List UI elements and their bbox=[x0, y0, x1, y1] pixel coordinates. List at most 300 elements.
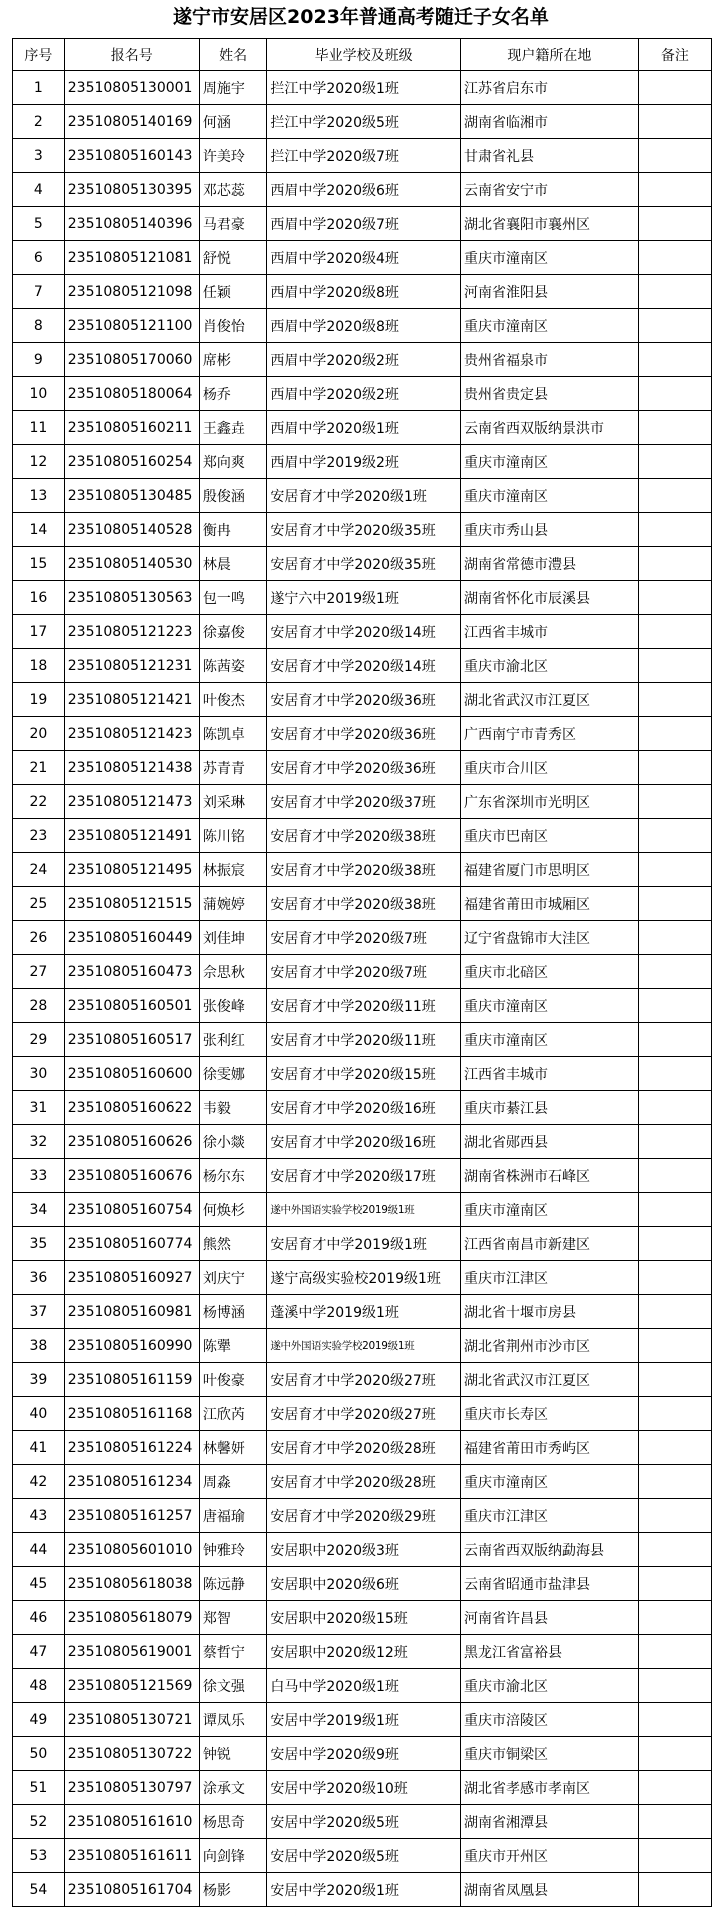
cell-registration-number: 23510805160211 bbox=[64, 411, 199, 445]
cell-registration-number: 23510805160927 bbox=[64, 1261, 199, 1295]
cell-name: 包一鸣 bbox=[199, 581, 267, 615]
cell-registration-number: 23510805619001 bbox=[64, 1635, 199, 1669]
cell-registration-number: 23510805130485 bbox=[64, 479, 199, 513]
cell-name: 陈川铭 bbox=[199, 819, 267, 853]
cell-name: 谭凤乐 bbox=[199, 1703, 267, 1737]
cell-name: 杨乔 bbox=[199, 377, 267, 411]
cell-household-location: 福建省莆田市秀屿区 bbox=[460, 1431, 638, 1465]
cell-index: 28 bbox=[13, 989, 65, 1023]
cell-index: 21 bbox=[13, 751, 65, 785]
cell-name: 叶俊杰 bbox=[199, 683, 267, 717]
cell-remarks bbox=[638, 615, 711, 649]
cell-name: 蔡哲宁 bbox=[199, 1635, 267, 1669]
cell-name: 何焕杉 bbox=[199, 1193, 267, 1227]
cell-name: 向剑锋 bbox=[199, 1839, 267, 1873]
cell-index: 15 bbox=[13, 547, 65, 581]
cell-name: 林馨妍 bbox=[199, 1431, 267, 1465]
cell-index: 18 bbox=[13, 649, 65, 683]
cell-remarks bbox=[638, 343, 711, 377]
cell-remarks bbox=[638, 1737, 711, 1771]
cell-household-location: 重庆市綦江县 bbox=[460, 1091, 638, 1125]
cell-remarks bbox=[638, 241, 711, 275]
cell-index: 7 bbox=[13, 275, 65, 309]
cell-registration-number: 23510805160754 bbox=[64, 1193, 199, 1227]
table-row bbox=[13, 1465, 712, 1499]
cell-school-class: 安居育才中学2020级28班 bbox=[267, 1431, 461, 1465]
cell-index: 26 bbox=[13, 921, 65, 955]
cell-registration-number: 23510805121515 bbox=[64, 887, 199, 921]
cell-index: 51 bbox=[13, 1771, 65, 1805]
cell-household-location: 重庆市长寿区 bbox=[460, 1397, 638, 1431]
cell-household-location: 云南省西双版纳景洪市 bbox=[460, 411, 638, 445]
cell-remarks bbox=[638, 513, 711, 547]
cell-index: 5 bbox=[13, 207, 65, 241]
cell-name: 陈凯卓 bbox=[199, 717, 267, 751]
cell-household-location: 重庆市开州区 bbox=[460, 1839, 638, 1873]
cell-name: 刘佳坤 bbox=[199, 921, 267, 955]
table-row bbox=[13, 1567, 712, 1601]
cell-index: 16 bbox=[13, 581, 65, 615]
cell-household-location: 贵州省福泉市 bbox=[460, 343, 638, 377]
cell-index: 49 bbox=[13, 1703, 65, 1737]
cell-index: 11 bbox=[13, 411, 65, 445]
cell-school-class: 白马中学2020级1班 bbox=[267, 1669, 461, 1703]
header-remarks: 备注 bbox=[638, 39, 711, 71]
cell-registration-number: 23510805130563 bbox=[64, 581, 199, 615]
cell-name: 蒲婉婷 bbox=[199, 887, 267, 921]
cell-registration-number: 23510805140396 bbox=[64, 207, 199, 241]
cell-registration-number: 23510805160517 bbox=[64, 1023, 199, 1057]
table-row bbox=[13, 785, 712, 819]
cell-registration-number: 23510805618038 bbox=[64, 1567, 199, 1601]
cell-household-location: 黑龙江省富裕县 bbox=[460, 1635, 638, 1669]
cell-school-class: 安居中学2020级5班 bbox=[267, 1839, 461, 1873]
cell-school-class: 拦江中学2020级5班 bbox=[267, 105, 461, 139]
cell-school-class: 西眉中学2020级6班 bbox=[267, 173, 461, 207]
cell-registration-number: 23510805161610 bbox=[64, 1805, 199, 1839]
cell-household-location: 重庆市渝北区 bbox=[460, 1669, 638, 1703]
cell-name: 刘庆宁 bbox=[199, 1261, 267, 1295]
cell-household-location: 广西南宁市青秀区 bbox=[460, 717, 638, 751]
cell-school-class: 遂宁高级实验校2019级1班 bbox=[267, 1261, 461, 1295]
cell-school-class: 安居育才中学2020级36班 bbox=[267, 717, 461, 751]
cell-household-location: 湖南省常德市澧县 bbox=[460, 547, 638, 581]
table-row bbox=[13, 105, 712, 139]
cell-index: 37 bbox=[13, 1295, 65, 1329]
cell-school-class: 安居育才中学2020级37班 bbox=[267, 785, 461, 819]
table-row bbox=[13, 1533, 712, 1567]
cell-name: 钟雅玲 bbox=[199, 1533, 267, 1567]
table-row bbox=[13, 1193, 712, 1227]
cell-name: 周淼 bbox=[199, 1465, 267, 1499]
cell-household-location: 重庆市江津区 bbox=[460, 1261, 638, 1295]
cell-registration-number: 23510805160501 bbox=[64, 989, 199, 1023]
cell-registration-number: 23510805161159 bbox=[64, 1363, 199, 1397]
cell-remarks bbox=[638, 1601, 711, 1635]
table-row bbox=[13, 955, 712, 989]
cell-household-location: 湖南省株洲市石峰区 bbox=[460, 1159, 638, 1193]
cell-registration-number: 23510805121081 bbox=[64, 241, 199, 275]
table-row bbox=[13, 819, 712, 853]
cell-school-class: 遂中外国语实验学校2019级1班 bbox=[267, 1193, 461, 1227]
cell-name: 熊然 bbox=[199, 1227, 267, 1261]
cell-registration-number: 23510805140528 bbox=[64, 513, 199, 547]
cell-registration-number: 23510805121421 bbox=[64, 683, 199, 717]
document-title: 遂宁市安居区2023年普通高考随迁子女名单 bbox=[173, 6, 549, 28]
cell-name: 苏青青 bbox=[199, 751, 267, 785]
table-row bbox=[13, 649, 712, 683]
cell-household-location: 甘肃省礼县 bbox=[460, 139, 638, 173]
cell-name: 何涵 bbox=[199, 105, 267, 139]
cell-household-location: 重庆市巴南区 bbox=[460, 819, 638, 853]
cell-household-location: 湖北省荆州市沙市区 bbox=[460, 1329, 638, 1363]
cell-name: 陈茜姿 bbox=[199, 649, 267, 683]
table-row bbox=[13, 173, 712, 207]
cell-remarks bbox=[638, 547, 711, 581]
cell-school-class: 安居中学2020级1班 bbox=[267, 1873, 461, 1907]
cell-remarks bbox=[638, 921, 711, 955]
cell-school-class: 安居育才中学2020级17班 bbox=[267, 1159, 461, 1193]
table-row bbox=[13, 683, 712, 717]
cell-school-class: 遂中外国语实验学校2019级1班 bbox=[267, 1329, 461, 1363]
cell-school-class: 安居育才中学2020级11班 bbox=[267, 989, 461, 1023]
cell-remarks bbox=[638, 751, 711, 785]
cell-school-class: 安居育才中学2019级1班 bbox=[267, 1227, 461, 1261]
table-row bbox=[13, 1227, 712, 1261]
cell-name: 杨思奇 bbox=[199, 1805, 267, 1839]
cell-remarks bbox=[638, 1057, 711, 1091]
cell-registration-number: 23510805121223 bbox=[64, 615, 199, 649]
table-row bbox=[13, 1771, 712, 1805]
cell-remarks bbox=[638, 105, 711, 139]
table-row bbox=[13, 1091, 712, 1125]
cell-index: 39 bbox=[13, 1363, 65, 1397]
table-row bbox=[13, 343, 712, 377]
cell-school-class: 安居中学2020级10班 bbox=[267, 1771, 461, 1805]
cell-registration-number: 23510805161704 bbox=[64, 1873, 199, 1907]
cell-household-location: 湖南省怀化市辰溪县 bbox=[460, 581, 638, 615]
header-name: 姓名 bbox=[199, 39, 267, 71]
cell-school-class: 西眉中学2020级2班 bbox=[267, 343, 461, 377]
cell-remarks bbox=[638, 275, 711, 309]
cell-household-location: 重庆市秀山县 bbox=[460, 513, 638, 547]
cell-registration-number: 23510805121098 bbox=[64, 275, 199, 309]
cell-name: 任颖 bbox=[199, 275, 267, 309]
header-index: 序号 bbox=[13, 39, 65, 71]
cell-index: 1 bbox=[13, 71, 65, 105]
cell-school-class: 安居育才中学2020级15班 bbox=[267, 1057, 461, 1091]
cell-household-location: 云南省昭通市盐津县 bbox=[460, 1567, 638, 1601]
table-row bbox=[13, 1703, 712, 1737]
student-list-table bbox=[12, 38, 712, 1907]
cell-index: 12 bbox=[13, 445, 65, 479]
cell-name: 舒悦 bbox=[199, 241, 267, 275]
cell-name: 徐嘉俊 bbox=[199, 615, 267, 649]
cell-registration-number: 23510805130722 bbox=[64, 1737, 199, 1771]
cell-household-location: 重庆市潼南区 bbox=[460, 309, 638, 343]
cell-remarks bbox=[638, 71, 711, 105]
cell-registration-number: 23510805140530 bbox=[64, 547, 199, 581]
table-row bbox=[13, 989, 712, 1023]
cell-index: 35 bbox=[13, 1227, 65, 1261]
table-row bbox=[13, 1363, 712, 1397]
cell-remarks bbox=[638, 785, 711, 819]
cell-household-location: 湖北省郧西县 bbox=[460, 1125, 638, 1159]
table-row bbox=[13, 1125, 712, 1159]
cell-registration-number: 23510805618079 bbox=[64, 1601, 199, 1635]
header-school-class: 毕业学校及班级 bbox=[267, 39, 461, 71]
cell-registration-number: 23510805170060 bbox=[64, 343, 199, 377]
cell-name: 唐福瑜 bbox=[199, 1499, 267, 1533]
cell-name: 韦毅 bbox=[199, 1091, 267, 1125]
cell-index: 47 bbox=[13, 1635, 65, 1669]
cell-registration-number: 23510805160143 bbox=[64, 139, 199, 173]
table-row bbox=[13, 479, 712, 513]
cell-school-class: 安居职中2020级15班 bbox=[267, 1601, 461, 1635]
cell-school-class: 安居育才中学2020级1班 bbox=[267, 479, 461, 513]
cell-remarks bbox=[638, 1635, 711, 1669]
table-row bbox=[13, 241, 712, 275]
cell-household-location: 重庆市涪陵区 bbox=[460, 1703, 638, 1737]
cell-name: 席彬 bbox=[199, 343, 267, 377]
cell-remarks bbox=[638, 173, 711, 207]
cell-school-class: 西眉中学2020级7班 bbox=[267, 207, 461, 241]
cell-household-location: 广东省深圳市光明区 bbox=[460, 785, 638, 819]
cell-remarks bbox=[638, 1465, 711, 1499]
cell-remarks bbox=[638, 1499, 711, 1533]
cell-household-location: 江西省南昌市新建区 bbox=[460, 1227, 638, 1261]
cell-household-location: 重庆市合川区 bbox=[460, 751, 638, 785]
cell-name: 陈犟 bbox=[199, 1329, 267, 1363]
cell-household-location: 湖北省武汉市江夏区 bbox=[460, 1363, 638, 1397]
cell-remarks bbox=[638, 479, 711, 513]
cell-school-class: 安居育才中学2020级38班 bbox=[267, 853, 461, 887]
table-row bbox=[13, 1057, 712, 1091]
cell-index: 3 bbox=[13, 139, 65, 173]
table-row bbox=[13, 717, 712, 751]
table-row bbox=[13, 615, 712, 649]
cell-index: 46 bbox=[13, 1601, 65, 1635]
cell-registration-number: 23510805121569 bbox=[64, 1669, 199, 1703]
table-row bbox=[13, 1431, 712, 1465]
cell-registration-number: 23510805161257 bbox=[64, 1499, 199, 1533]
cell-name: 钟锐 bbox=[199, 1737, 267, 1771]
cell-remarks bbox=[638, 1125, 711, 1159]
cell-index: 52 bbox=[13, 1805, 65, 1839]
cell-index: 43 bbox=[13, 1499, 65, 1533]
cell-registration-number: 23510805130395 bbox=[64, 173, 199, 207]
cell-school-class: 西眉中学2020级2班 bbox=[267, 377, 461, 411]
cell-school-class: 安居育才中学2020级35班 bbox=[267, 513, 461, 547]
table-row bbox=[13, 1839, 712, 1873]
cell-school-class: 西眉中学2020级1班 bbox=[267, 411, 461, 445]
cell-name: 徐文强 bbox=[199, 1669, 267, 1703]
cell-index: 17 bbox=[13, 615, 65, 649]
cell-remarks bbox=[638, 377, 711, 411]
cell-remarks bbox=[638, 853, 711, 887]
cell-school-class: 安居育才中学2020级36班 bbox=[267, 683, 461, 717]
cell-household-location: 重庆市潼南区 bbox=[460, 445, 638, 479]
cell-name: 江欣芮 bbox=[199, 1397, 267, 1431]
table-row bbox=[13, 275, 712, 309]
cell-index: 22 bbox=[13, 785, 65, 819]
cell-registration-number: 23510805130797 bbox=[64, 1771, 199, 1805]
cell-name: 刘采琳 bbox=[199, 785, 267, 819]
cell-school-class: 安居育才中学2020级11班 bbox=[267, 1023, 461, 1057]
cell-name: 张俊峰 bbox=[199, 989, 267, 1023]
cell-remarks bbox=[638, 1397, 711, 1431]
cell-index: 32 bbox=[13, 1125, 65, 1159]
cell-household-location: 重庆市潼南区 bbox=[460, 479, 638, 513]
cell-school-class: 安居职中2020级6班 bbox=[267, 1567, 461, 1601]
cell-household-location: 江苏省启东市 bbox=[460, 71, 638, 105]
cell-index: 42 bbox=[13, 1465, 65, 1499]
table-row bbox=[13, 1601, 712, 1635]
cell-name: 佘思秋 bbox=[199, 955, 267, 989]
cell-registration-number: 23510805161234 bbox=[64, 1465, 199, 1499]
cell-household-location: 重庆市潼南区 bbox=[460, 1465, 638, 1499]
cell-household-location: 重庆市潼南区 bbox=[460, 989, 638, 1023]
cell-registration-number: 23510805121495 bbox=[64, 853, 199, 887]
table-row bbox=[13, 71, 712, 105]
table-row bbox=[13, 1669, 712, 1703]
cell-registration-number: 23510805160676 bbox=[64, 1159, 199, 1193]
header-row bbox=[13, 39, 712, 71]
table-row bbox=[13, 513, 712, 547]
table-row bbox=[13, 377, 712, 411]
table-row bbox=[13, 1499, 712, 1533]
cell-household-location: 贵州省贵定县 bbox=[460, 377, 638, 411]
cell-index: 9 bbox=[13, 343, 65, 377]
cell-registration-number: 23510805160449 bbox=[64, 921, 199, 955]
table-row bbox=[13, 1805, 712, 1839]
cell-household-location: 福建省厦门市思明区 bbox=[460, 853, 638, 887]
cell-index: 41 bbox=[13, 1431, 65, 1465]
cell-index: 29 bbox=[13, 1023, 65, 1057]
cell-household-location: 湖北省襄阳市襄州区 bbox=[460, 207, 638, 241]
cell-school-class: 安居育才中学2020级14班 bbox=[267, 615, 461, 649]
cell-index: 50 bbox=[13, 1737, 65, 1771]
cell-name: 林晨 bbox=[199, 547, 267, 581]
cell-household-location: 河南省淮阳县 bbox=[460, 275, 638, 309]
table-row bbox=[13, 1873, 712, 1907]
cell-name: 徐小燚 bbox=[199, 1125, 267, 1159]
header-registration-number: 报名号 bbox=[64, 39, 199, 71]
cell-index: 19 bbox=[13, 683, 65, 717]
cell-household-location: 辽宁省盘锦市大洼区 bbox=[460, 921, 638, 955]
cell-school-class: 拦江中学2020级1班 bbox=[267, 71, 461, 105]
cell-registration-number: 23510805161611 bbox=[64, 1839, 199, 1873]
table-row bbox=[13, 411, 712, 445]
cell-index: 6 bbox=[13, 241, 65, 275]
cell-school-class: 安居育才中学2020级29班 bbox=[267, 1499, 461, 1533]
cell-remarks bbox=[638, 1295, 711, 1329]
cell-school-class: 遂宁六中2019级1班 bbox=[267, 581, 461, 615]
cell-name: 杨影 bbox=[199, 1873, 267, 1907]
cell-registration-number: 23510805160981 bbox=[64, 1295, 199, 1329]
cell-school-class: 西眉中学2020级8班 bbox=[267, 275, 461, 309]
cell-remarks bbox=[638, 955, 711, 989]
cell-name: 殷俊涵 bbox=[199, 479, 267, 513]
cell-index: 44 bbox=[13, 1533, 65, 1567]
cell-remarks bbox=[638, 1805, 711, 1839]
cell-registration-number: 23510805121491 bbox=[64, 819, 199, 853]
cell-registration-number: 23510805160622 bbox=[64, 1091, 199, 1125]
cell-registration-number: 23510805160774 bbox=[64, 1227, 199, 1261]
cell-index: 30 bbox=[13, 1057, 65, 1091]
cell-household-location: 福建省莆田市城厢区 bbox=[460, 887, 638, 921]
cell-registration-number: 23510805121231 bbox=[64, 649, 199, 683]
cell-household-location: 云南省安宁市 bbox=[460, 173, 638, 207]
cell-school-class: 安居育才中学2020级16班 bbox=[267, 1125, 461, 1159]
cell-name: 陈远静 bbox=[199, 1567, 267, 1601]
table-row bbox=[13, 921, 712, 955]
cell-index: 2 bbox=[13, 105, 65, 139]
cell-registration-number: 23510805121473 bbox=[64, 785, 199, 819]
cell-name: 涂承文 bbox=[199, 1771, 267, 1805]
cell-remarks bbox=[638, 819, 711, 853]
cell-school-class: 安居育才中学2020级28班 bbox=[267, 1465, 461, 1499]
cell-registration-number: 23510805161224 bbox=[64, 1431, 199, 1465]
cell-household-location: 湖北省孝感市孝南区 bbox=[460, 1771, 638, 1805]
cell-index: 13 bbox=[13, 479, 65, 513]
cell-school-class: 安居育才中学2020级16班 bbox=[267, 1091, 461, 1125]
table-row bbox=[13, 1635, 712, 1669]
table-row bbox=[13, 547, 712, 581]
cell-index: 10 bbox=[13, 377, 65, 411]
cell-remarks bbox=[638, 1193, 711, 1227]
cell-household-location: 湖北省十堰市房县 bbox=[460, 1295, 638, 1329]
cell-household-location: 重庆市潼南区 bbox=[460, 1023, 638, 1057]
cell-school-class: 安居育才中学2020级27班 bbox=[267, 1363, 461, 1397]
cell-registration-number: 23510805130001 bbox=[64, 71, 199, 105]
cell-remarks bbox=[638, 1329, 711, 1363]
cell-remarks bbox=[638, 1091, 711, 1125]
cell-remarks bbox=[638, 207, 711, 241]
cell-registration-number: 23510805161168 bbox=[64, 1397, 199, 1431]
cell-remarks bbox=[638, 411, 711, 445]
cell-remarks bbox=[638, 1703, 711, 1737]
cell-household-location: 重庆市渝北区 bbox=[460, 649, 638, 683]
cell-registration-number: 23510805121423 bbox=[64, 717, 199, 751]
cell-registration-number: 23510805121438 bbox=[64, 751, 199, 785]
cell-school-class: 西眉中学2020级4班 bbox=[267, 241, 461, 275]
cell-index: 36 bbox=[13, 1261, 65, 1295]
cell-school-class: 安居职中2020级12班 bbox=[267, 1635, 461, 1669]
cell-registration-number: 23510805130721 bbox=[64, 1703, 199, 1737]
cell-index: 14 bbox=[13, 513, 65, 547]
cell-index: 53 bbox=[13, 1839, 65, 1873]
cell-registration-number: 23510805121100 bbox=[64, 309, 199, 343]
cell-remarks bbox=[638, 581, 711, 615]
cell-remarks bbox=[638, 1533, 711, 1567]
cell-household-location: 湖南省凤凰县 bbox=[460, 1873, 638, 1907]
table-row bbox=[13, 1329, 712, 1363]
cell-household-location: 湖南省临湘市 bbox=[460, 105, 638, 139]
cell-school-class: 安居育才中学2020级7班 bbox=[267, 921, 461, 955]
cell-school-class: 蓬溪中学2019级1班 bbox=[267, 1295, 461, 1329]
cell-index: 38 bbox=[13, 1329, 65, 1363]
cell-registration-number: 23510805160990 bbox=[64, 1329, 199, 1363]
cell-index: 48 bbox=[13, 1669, 65, 1703]
table-row bbox=[13, 139, 712, 173]
cell-school-class: 安居育才中学2020级7班 bbox=[267, 955, 461, 989]
cell-index: 54 bbox=[13, 1873, 65, 1907]
cell-name: 杨尔东 bbox=[199, 1159, 267, 1193]
cell-household-location: 湖南省湘潭县 bbox=[460, 1805, 638, 1839]
cell-household-location: 江西省丰城市 bbox=[460, 615, 638, 649]
table-row bbox=[13, 207, 712, 241]
